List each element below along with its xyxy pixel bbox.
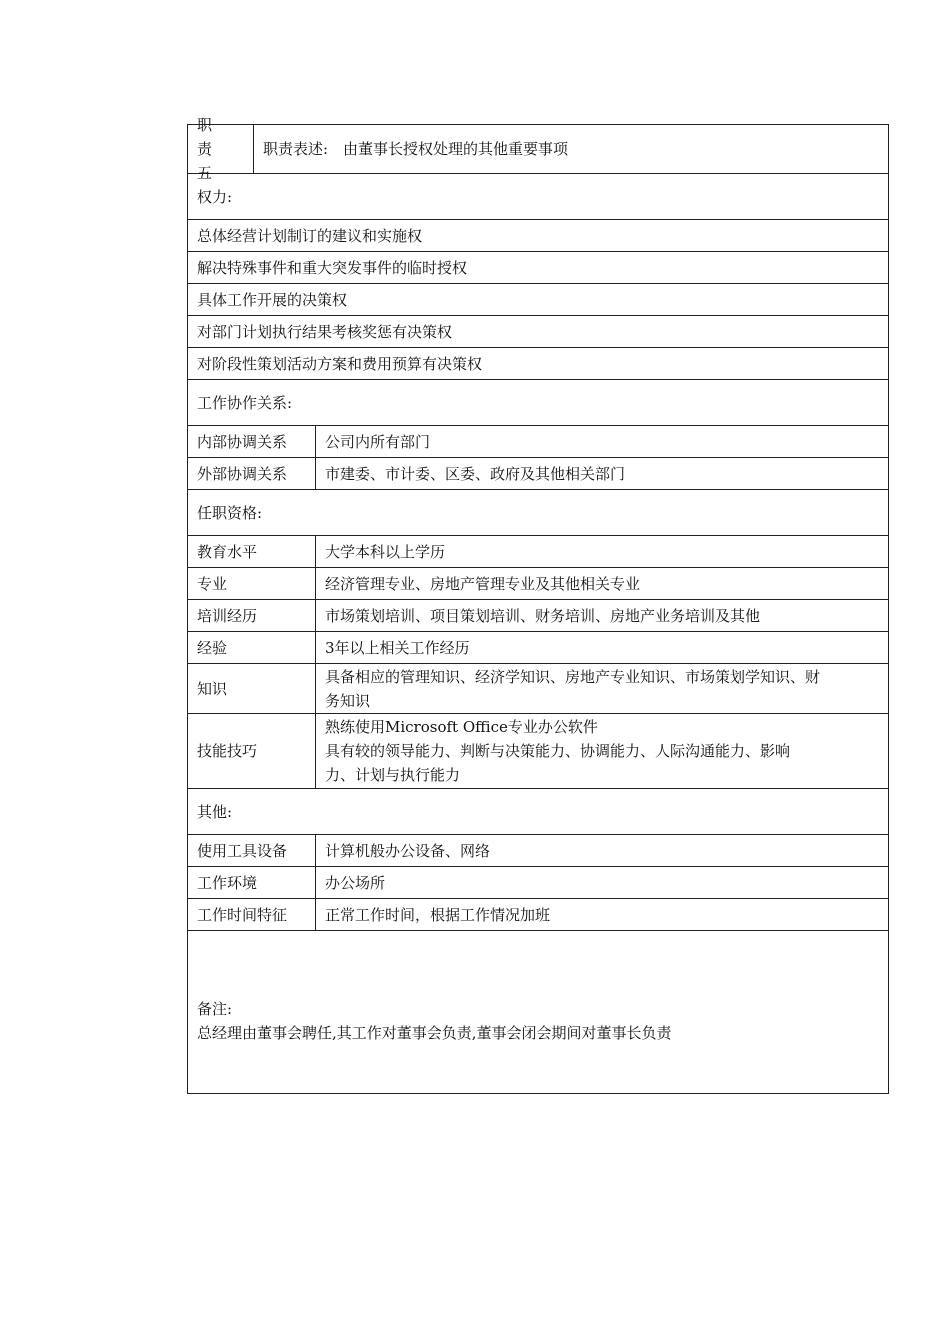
qualification-value: 3年以上相关工作经历 (325, 638, 470, 657)
notes-cell (188, 931, 681, 1093)
skills-line: 具有较的领导能力、判断与决策能力、协调能力、人际沟通能力、影响 (325, 742, 791, 760)
authority-item-text: 对阶段性策划活动方案和费用预算有决策权 (197, 354, 483, 373)
duty-label-line2: 五 (197, 164, 213, 182)
relations-value: 市建委、市计委、区委、政府及其他相关部门 (325, 464, 626, 483)
duty-label-line1: 职 责 (197, 116, 227, 158)
knowledge-value (316, 664, 888, 713)
duty-label (188, 116, 254, 182)
notes-heading: 备注: (197, 1000, 233, 1018)
qualification-row (187, 632, 889, 664)
authority-item (187, 284, 889, 316)
qualification-row (187, 600, 889, 632)
authority-heading-row (187, 174, 889, 220)
other-label: 工作时间特征 (188, 899, 316, 930)
qualification-label: 教育水平 (188, 536, 316, 567)
other-value: 办公场所 (325, 873, 386, 892)
skills-row (187, 714, 889, 789)
relations-heading-row (187, 380, 889, 426)
job-description-table (187, 116, 889, 1094)
notes-row (187, 931, 889, 1094)
relations-value: 公司内所有部门 (325, 432, 431, 451)
other-heading-row (187, 789, 889, 835)
relations-label: 外部协调关系 (188, 458, 316, 489)
authority-item (187, 252, 889, 284)
skills-value (316, 714, 888, 788)
qualification-label: 培训经历 (188, 600, 316, 631)
knowledge-row (187, 664, 889, 714)
qualification-label: 专业 (188, 568, 316, 599)
authority-item-text: 总体经营计划制订的建议和实施权 (197, 226, 423, 245)
relations-label: 内部协调关系 (188, 426, 316, 457)
authority-item (187, 316, 889, 348)
relations-row (187, 426, 889, 458)
other-label: 使用工具设备 (188, 835, 316, 866)
qualification-value: 大学本科以上学历 (325, 542, 446, 561)
knowledge-line: 务知识 (325, 691, 371, 710)
duty-description: 职责表述: 由董事长授权处理的其他重要事项 (263, 140, 569, 158)
authority-item (187, 348, 889, 380)
other-row (187, 867, 889, 899)
qualifications-heading: 任职资格: (197, 503, 263, 522)
skills-line: 熟练使用Microsoft Office专业办公软件 (325, 718, 598, 736)
authority-item-text: 对部门计划执行结果考核奖惩有决策权 (197, 322, 453, 341)
authority-item-text: 具体工作开展的决策权 (197, 290, 348, 309)
qualification-value: 经济管理专业、房地产管理专业及其他相关专业 (325, 574, 641, 593)
skills-label: 技能技巧 (188, 714, 316, 788)
other-value: 计算机般办公设备、网络 (325, 841, 491, 860)
qualification-row (187, 568, 889, 600)
authority-item-text: 解决特殊事件和重大突发事件的临时授权 (197, 258, 468, 277)
authority-item (187, 220, 889, 252)
other-label: 工作环境 (188, 867, 316, 898)
qualifications-heading-row (187, 490, 889, 536)
skills-line: 力、计划与执行能力 (325, 766, 461, 784)
other-value: 正常工作时间，根据工作情况加班 (325, 905, 551, 924)
knowledge-line: 具备相应的管理知识、经济学知识、房地产专业知识、市场策划学知识、财 (325, 667, 821, 686)
other-row (187, 835, 889, 867)
qualification-value: 市场策划培训、项目策划培训、财务培训、房地产业务培训及其他 (325, 606, 761, 625)
other-heading: 其他: (197, 802, 233, 821)
qualification-label: 经验 (188, 632, 316, 663)
authority-heading: 权力: (197, 187, 233, 206)
other-row (187, 899, 889, 931)
relations-row (187, 458, 889, 490)
qualification-row (187, 536, 889, 568)
knowledge-label: 知识 (188, 664, 316, 713)
duty-row (187, 116, 889, 182)
notes-text: 总经理由董事会聘任,其工作对董事会负责,董事会闭会期间对董事长负责 (197, 1024, 672, 1042)
relations-heading: 工作协作关系: (197, 393, 293, 412)
